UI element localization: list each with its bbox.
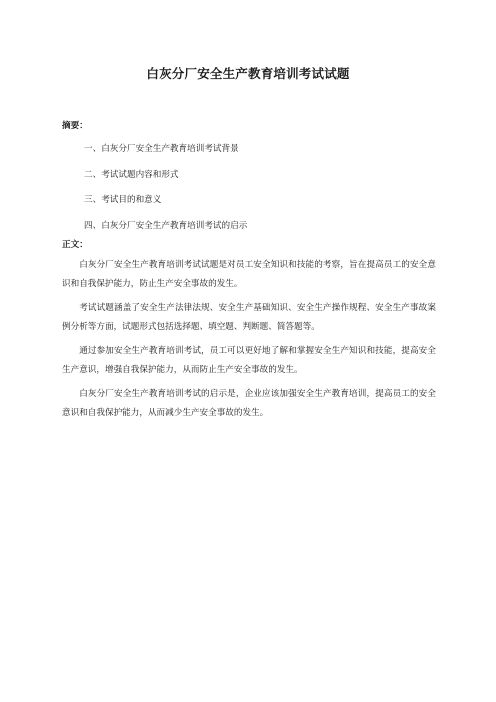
body-paragraph: 白灰分厂安全生产教育培训考试试题是对员工安全知识和技能的考察，旨在提高员工的安全意识和自我保护能力，防止生产安全事故的发生。 (62, 259, 436, 289)
body-paragraph: 考试试题涵盖了安全生产法律法规、安全生产基础知识、安全生产操作规程、安全生产事故案例分析等方面，试题形式包括选择题、填空题、判断题、简答题等。 (62, 302, 436, 332)
abstract-item: 四、白灰分厂安全生产教育培训考试的启示 (84, 220, 248, 231)
abstract-item: 一、白灰分厂安全生产教育培训考试背景 (84, 144, 239, 154)
document-title: 白灰分厂安全生产教育培训考试试题 (146, 66, 350, 81)
abstract-item: 二、考试试题内容和形式 (84, 169, 179, 180)
body-paragraph: 白灰分厂安全生产教育培训考试的启示是，企业应该加强安全生产教育培训，提高员工的安全意识和自我保护能力，从而减少生产安全事故的发生。 (62, 388, 436, 418)
body-label: 正文： (62, 239, 88, 250)
abstract-list (62, 143, 436, 233)
body-paragraph: 通过参加安全生产教育培训考试，员工可以更好地了解和掌握安全生产知识和技能，提高安全生产意识，增强自我保护能力，从而防止生产安全事故的发生。 (62, 345, 436, 375)
abstract-item: 三、考试目的和意义 (84, 195, 162, 205)
abstract-label: 摘要： (62, 121, 88, 131)
document-content (62, 118, 436, 428)
